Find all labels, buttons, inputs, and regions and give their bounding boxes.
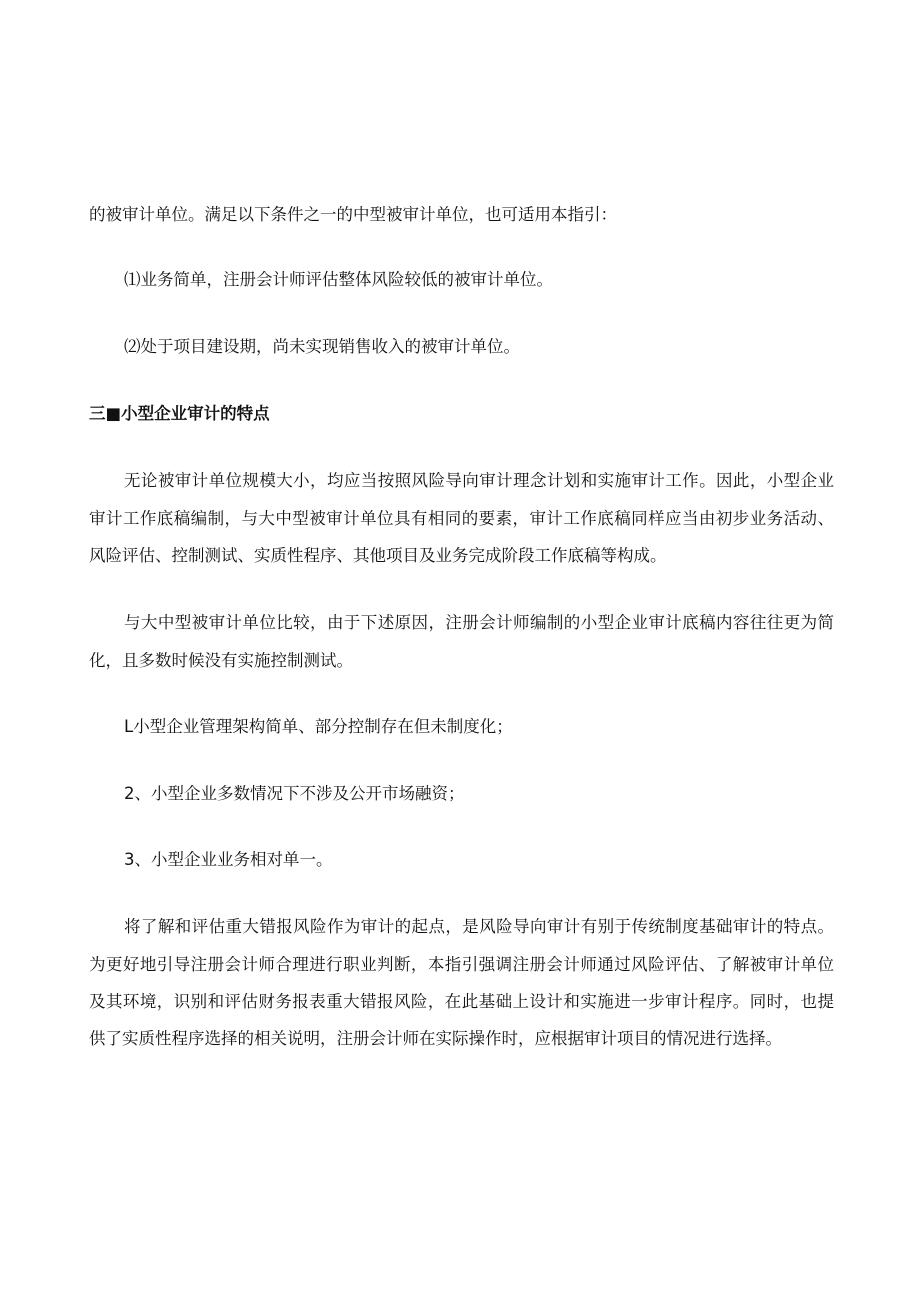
reason-2: 2、小型企业多数情况下不涉及公开市场融资；	[124, 784, 465, 803]
condition-1: ⑴业务简单，注册会计师评估整体风险较低的被审计单位。	[124, 270, 553, 289]
paragraph3-line4: 供了实质性程序选择的相关说明，注册会计师在实际操作时，应根据审计项目的情况进行选择。	[89, 1029, 782, 1048]
paragraph1-line1: 无论被审计单位规模大小，均应当按照风险导向审计理念计划和实施审计工作。因此，小型企业	[124, 471, 834, 490]
condition-2: ⑵处于项目建设期，尚未实现销售收入的被审计单位。	[124, 337, 520, 356]
paragraph1-line3: 风险评估、控制测试、实质性程序、其他项目及业务完成阶段工作底稿等构成。	[89, 546, 667, 565]
intro-line: 的被审计单位。满足以下条件之一的中型被审计单位，也可适用本指引：	[89, 205, 617, 224]
paragraph2-line2: 化，且多数时候没有实施控制测试。	[89, 651, 353, 670]
reason-1: L小型企业管理架构简单、部分控制存在但未制度化；	[124, 717, 513, 736]
paragraph1-line2: 审计工作底稿编制，与大中型被审计单位具有相同的要素，审计工作底稿同样应当由初步业务活动、	[89, 509, 834, 528]
paragraph2-line1: 与大中型被审计单位比较，由于下述原因，注册会计师编制的小型企业审计底稿内容往往更为简	[124, 613, 834, 632]
paragraph3-line3: 及其环境，识别和评估财务报表重大错报风险，在此基础上设计和实施进一步审计程序。同时，也提	[89, 992, 834, 1011]
paragraph3-line2: 为更好地引导注册会计师合理进行职业判断，本指引强调注册会计师通过风险评估、了解被审计单位	[89, 955, 834, 974]
reason-3: 3、小型企业业务相对单一。	[124, 850, 333, 869]
paragraph3-line1: 将了解和评估重大错报风险作为审计的起点，是风险导向审计有别于传统制度基础审计的特点。	[124, 917, 834, 936]
section-heading: 三■小型企业审计的特点	[89, 404, 270, 423]
